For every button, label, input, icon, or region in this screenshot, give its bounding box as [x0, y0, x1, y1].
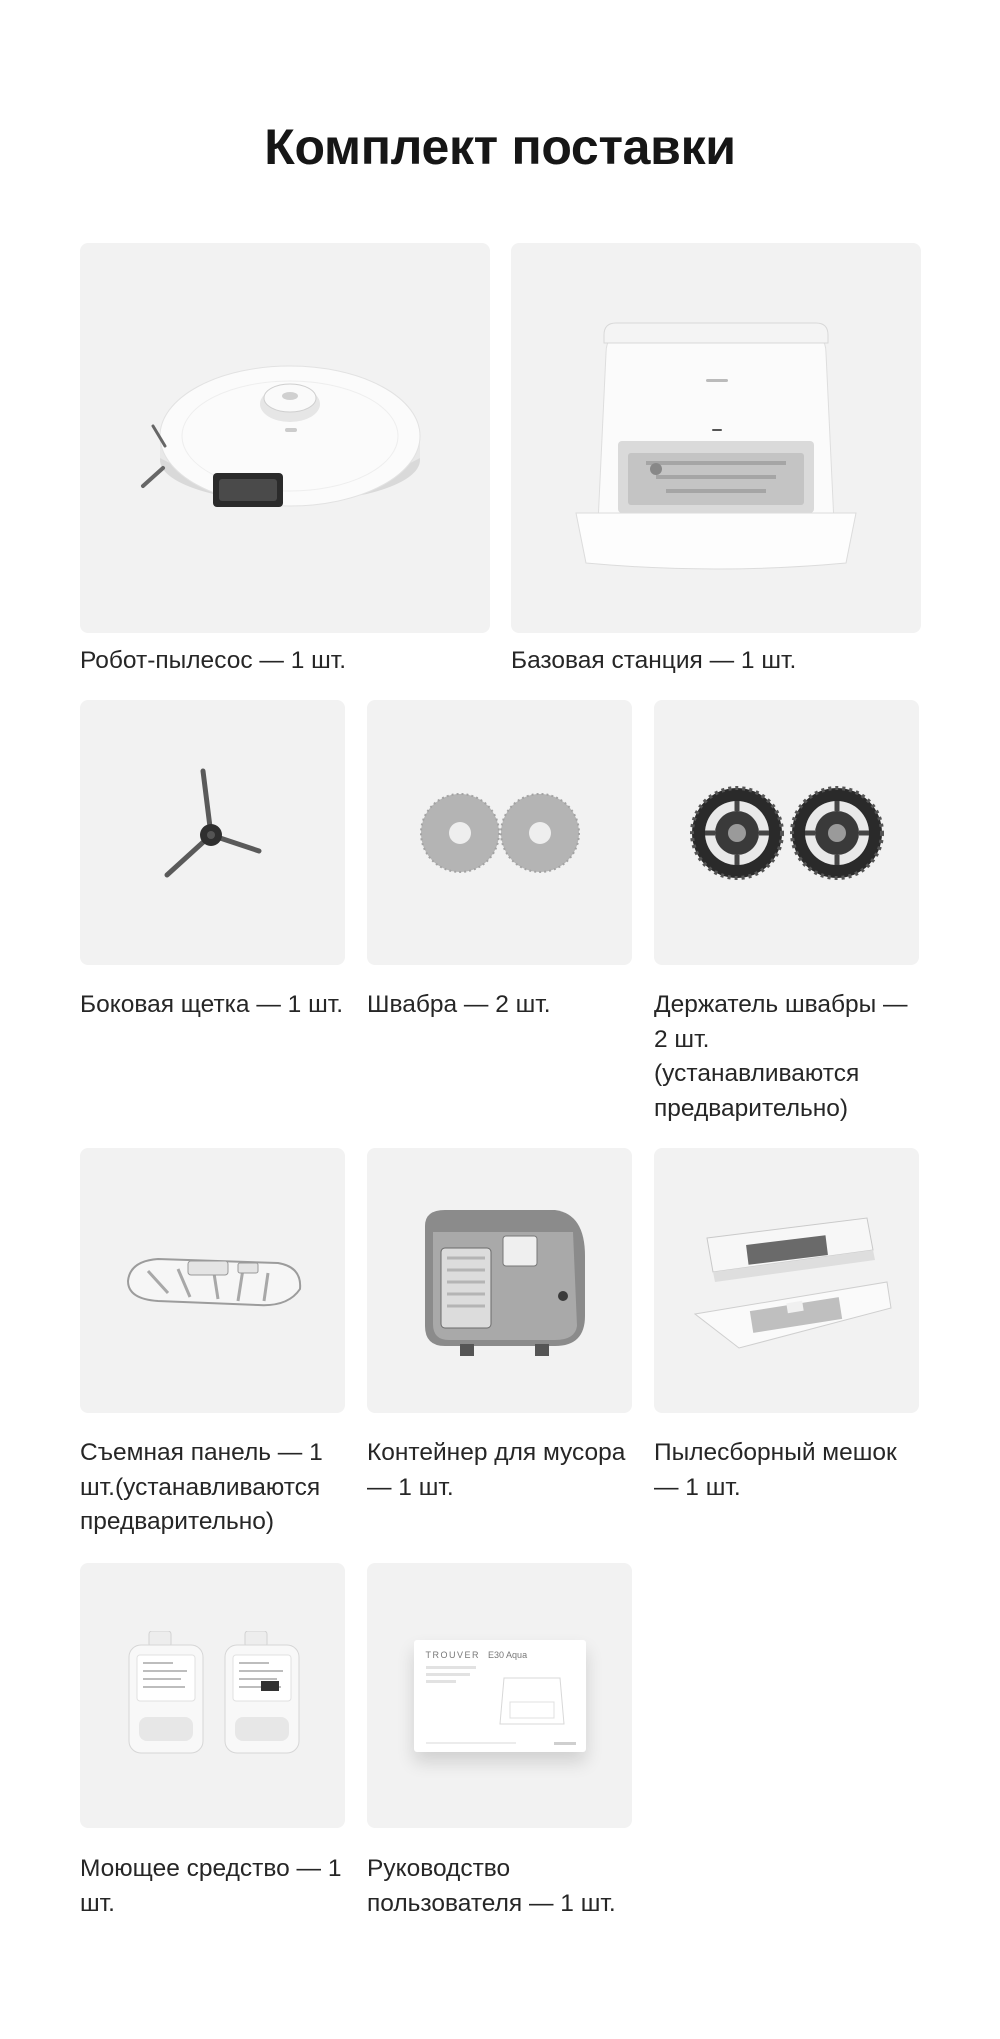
mop-pad-icon [410, 783, 590, 883]
base-station-caption: Базовая станция — 1 шт. [511, 647, 797, 674]
robot-vacuum-icon [125, 318, 445, 558]
user-manual-icon [414, 1640, 586, 1752]
detergent-bottle-icon [123, 1631, 303, 1761]
user-manual-caption: Руководство пользователя — 1 шт. [367, 1855, 616, 1917]
removable-panel-caption: Съемная панель — 1 шт.(устанавливаются предварительно) [80, 1439, 323, 1535]
mop-holder-icon [687, 778, 887, 888]
dust-container-card [367, 1148, 632, 1413]
page-title: Комплект поставки [264, 119, 736, 175]
manual-brand: TROUVER [425, 1649, 481, 1660]
robot-vacuum-card [80, 243, 490, 633]
manual-model: E30 Aqua [488, 1649, 528, 1660]
mop-pad-card [367, 700, 632, 965]
mop-pad-caption: Швабра — 2 шт. [367, 991, 551, 1018]
dust-bag-card [654, 1148, 919, 1413]
mop-holder-caption: Держатель швабры — 2 шт. (устанавливаются предварительно) [654, 991, 908, 1122]
dust-container-caption: Контейнер для мусора — 1 шт. [367, 1439, 626, 1501]
dust-container-icon [405, 1196, 595, 1366]
removable-panel-card [80, 1148, 345, 1413]
base-station-card [511, 243, 921, 633]
mop-holder-card [654, 700, 919, 965]
detergent-caption: Моющее средство — 1 шт. [80, 1855, 342, 1917]
user-manual-card [367, 1563, 632, 1828]
detergent-card [80, 1563, 345, 1828]
dust-bag-caption: Пылесборный мешок — 1 шт. [654, 1439, 897, 1501]
side-brush-caption: Боковая щетка — 1 шт. [80, 991, 344, 1018]
side-brush-card [80, 700, 345, 965]
robot-vacuum-caption: Робот-пылесос — 1 шт. [80, 647, 347, 674]
removable-panel-icon [118, 1241, 308, 1321]
side-brush-icon [133, 753, 293, 913]
base-station-icon [566, 293, 866, 583]
dust-bag-icon [677, 1206, 897, 1356]
